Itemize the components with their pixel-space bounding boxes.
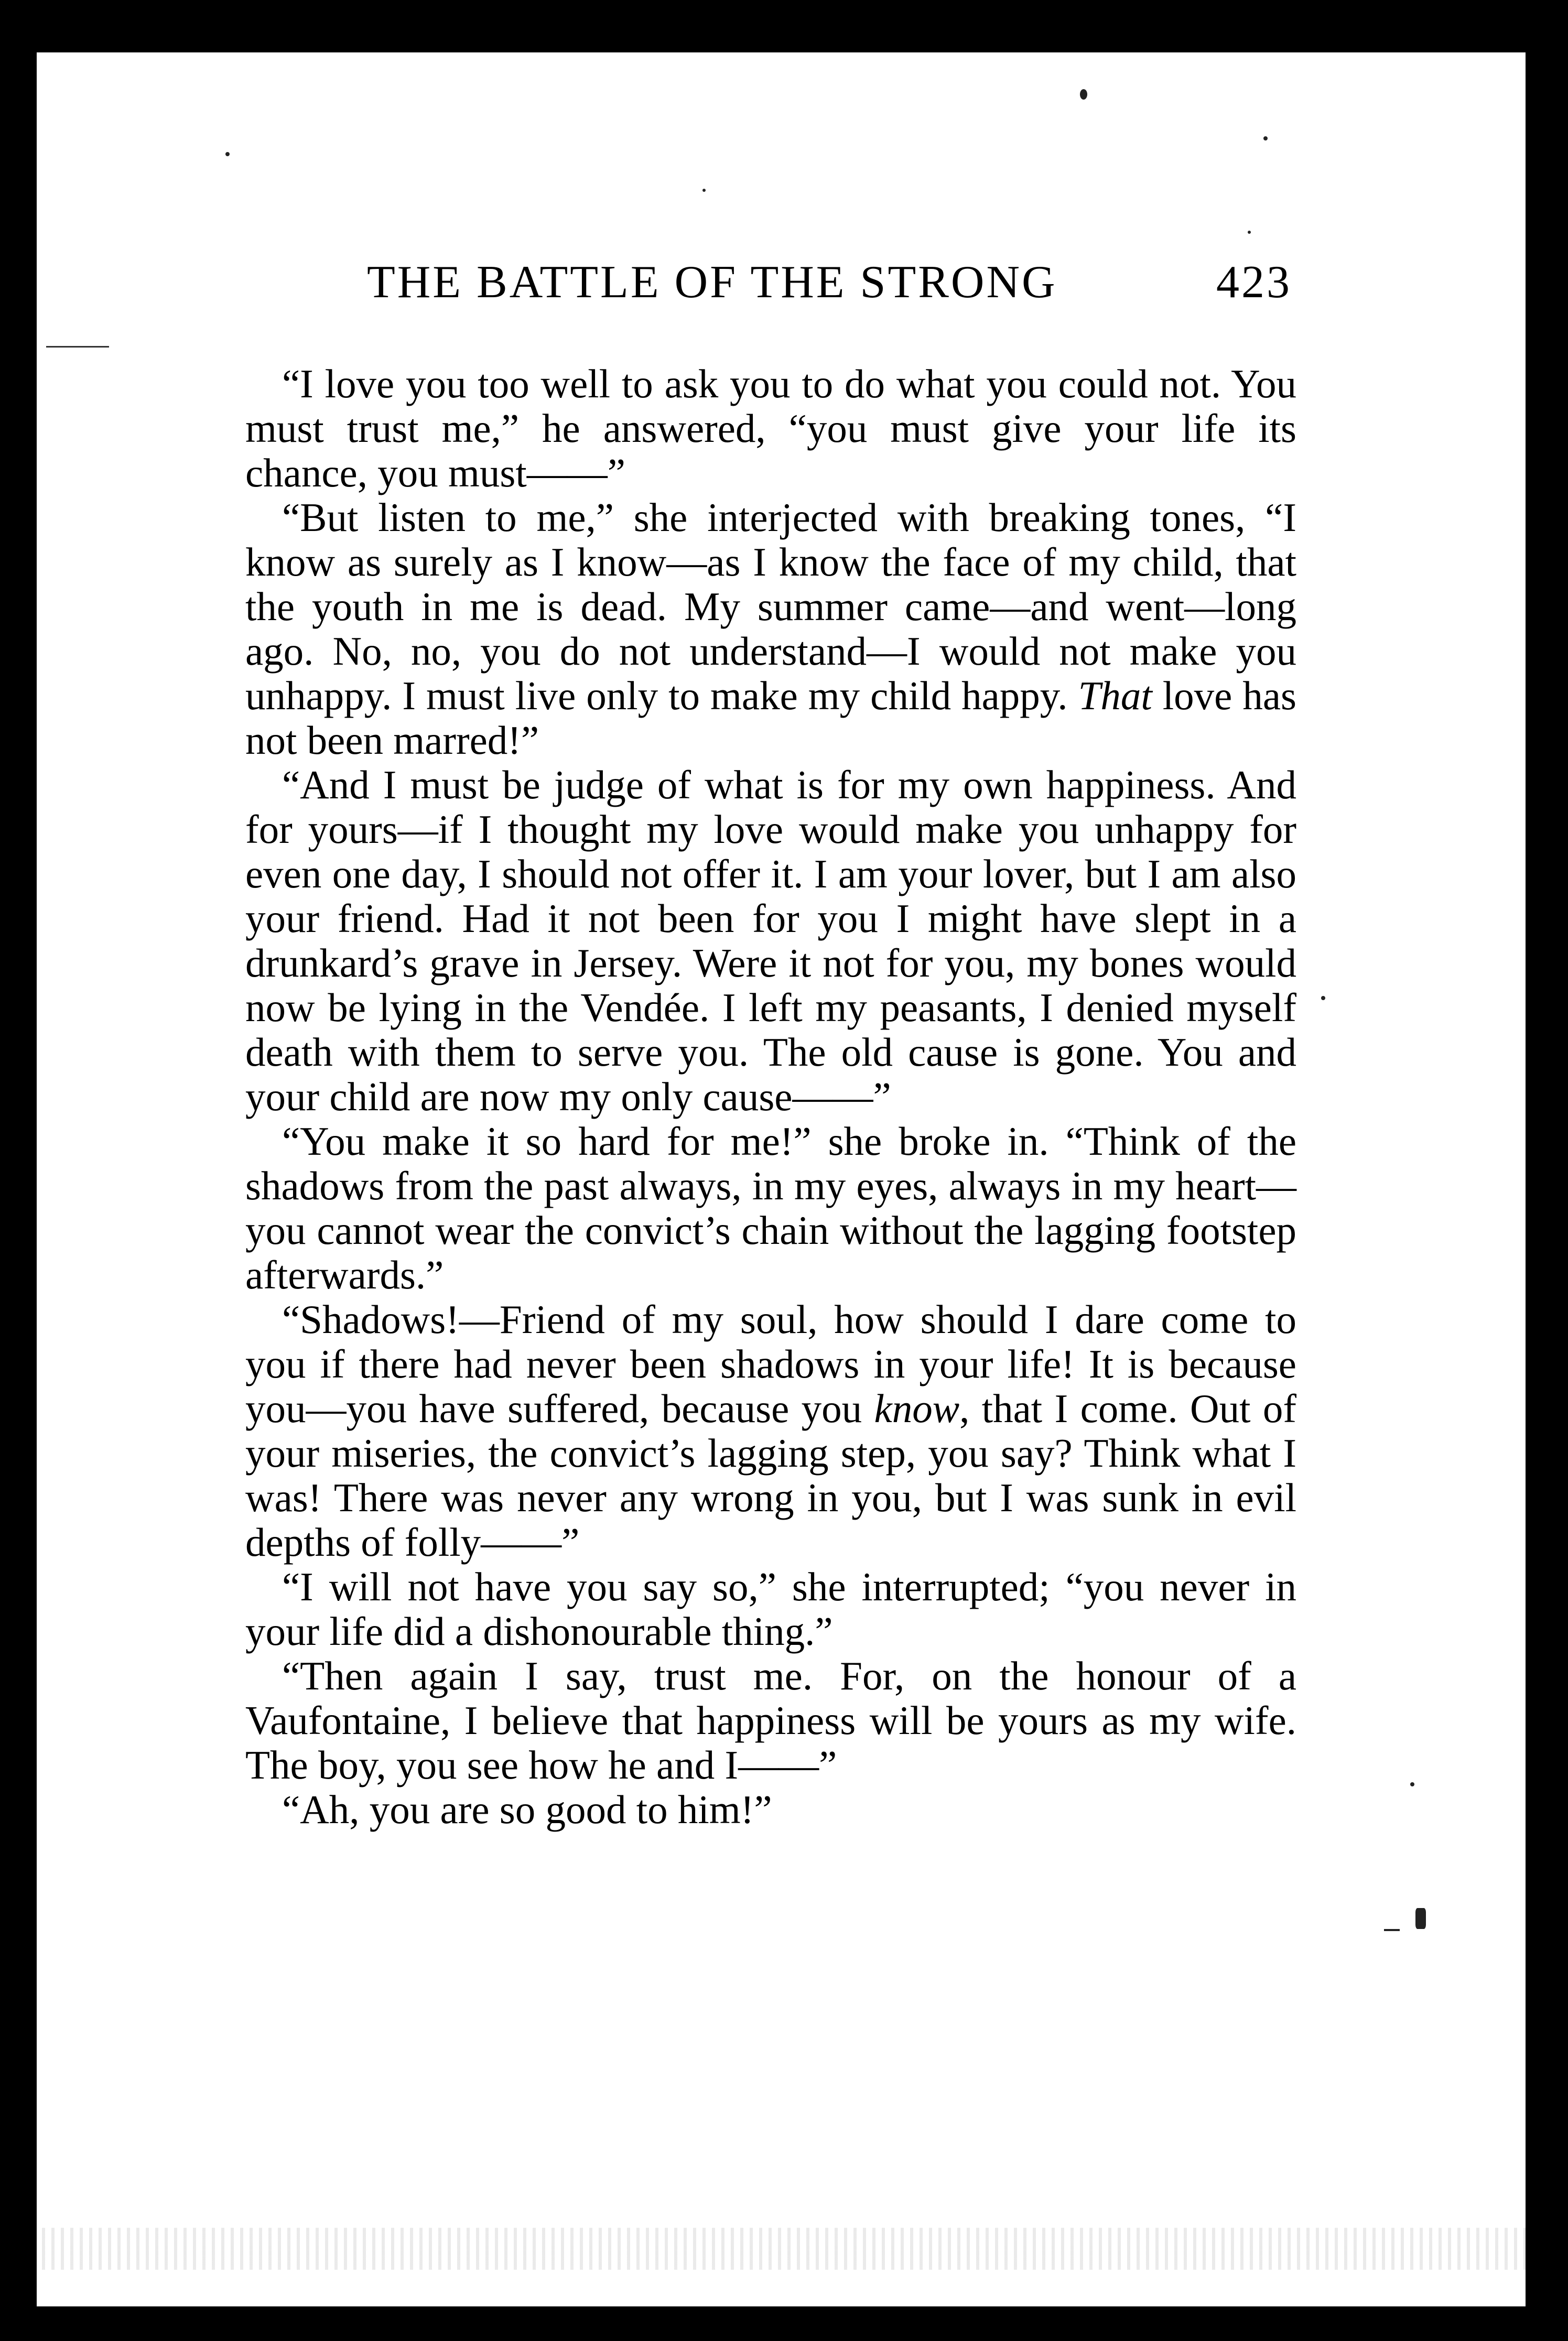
page-number: 423 xyxy=(1216,257,1292,308)
running-header xyxy=(367,256,1311,319)
paragraph: “You make it so hard for me!” she broke in. “Think of the shadows from the past always, in my eyes, always in my heart—you cannot wear the convict’s chain without the lagging footstep afterwards.” xyxy=(245,1119,1296,1297)
scan-border-bottom xyxy=(0,2304,1568,2341)
scan-border-left xyxy=(0,0,37,2341)
paragraph: “Ah, you are so good to him!” xyxy=(282,1787,772,1832)
emphasis: know xyxy=(874,1386,960,1431)
paragraph: “Shadows!—Friend of my soul, how should I dare come to you if there had never been shadows in your life! It is because you—you have suffered, because you know, that I come. Out of your miseries, the convict’s lagging step, you say? Think what I was! There was never any wrong in you, but I was sunk in evil depths of folly——” xyxy=(245,1297,1296,1565)
paragraph: “I love you too well to ask you to do what you could not. You must trust me,” he answered, “you must give your life its chance, you must——” xyxy=(245,361,1296,495)
paragraph: “And I must be judge of what is for my own happiness. And for yours—if I thought my love would make you unhappy for even one day, I should not offer it. I am your lover, but I am also your friend. Had it not been for you I might have slept in a drunkard’s grave in Jersey. Were it not for you, my bones would now be lying in the Vendée. I left my peasants, I denied myself death with them to serve you. The old cause is gone. You and your child are now my only cause——” xyxy=(245,762,1296,1119)
body-text xyxy=(245,362,1296,1832)
scan-border-right xyxy=(1526,0,1568,2341)
paragraph: “I will not have you say so,” she interrupted; “you never in your life did a dishonourable thing.” xyxy=(245,1564,1296,1654)
emphasis: That xyxy=(1078,673,1152,718)
scan-border-top xyxy=(0,0,1568,52)
paragraph: “But listen to me,” she interjected with breaking tones, “I know as surely as I know—as I know the face of my child, that the youth in me is dead. My summer came—and went—long ago. No, no, you do not understand—I would not make you unhappy. I must live only to make my child happy. That love has not been marred!” xyxy=(245,495,1296,763)
margin-rule xyxy=(46,346,109,348)
paragraph: “Then again I say, trust me. For, on the honour of a Vaufontaine, I believe that happiness will be yours as my wife. The boy, you see how he and I——” xyxy=(245,1653,1296,1787)
running-title: THE BATTLE OF THE STRONG xyxy=(367,257,1057,308)
page-bottom-wear xyxy=(42,2228,1526,2270)
